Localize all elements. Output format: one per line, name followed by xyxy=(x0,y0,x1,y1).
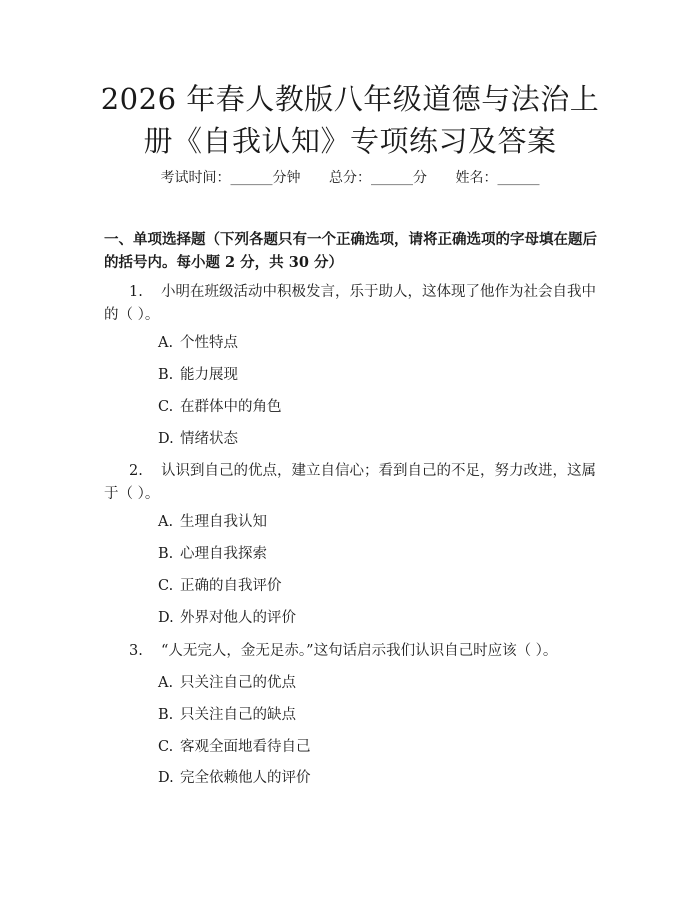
section-heading: 一、单项选择题（下列各题只有一个正确选项，请将正确选项的字母填在题后的括号内。每小题 2 分，共 30 分） xyxy=(104,231,597,271)
exam-meta-line xyxy=(0,168,700,188)
option-letter: D. xyxy=(158,610,174,626)
option-letter: C. xyxy=(158,739,174,755)
question-1-option-d xyxy=(158,429,238,449)
option-letter: B. xyxy=(158,707,174,723)
exam-time-field: 考试时间：______分钟 xyxy=(160,170,301,186)
question-2-option-b xyxy=(158,544,267,564)
option-text: 生理自我认知 xyxy=(180,514,267,530)
option-letter: A. xyxy=(158,675,174,691)
option-text: 在群体中的角色 xyxy=(180,399,282,415)
option-text: 心理自我探索 xyxy=(180,546,267,562)
question-3-option-a xyxy=(158,673,296,693)
option-letter: D. xyxy=(158,431,174,447)
question-2-stem xyxy=(104,460,598,506)
student-name-field: 姓名：______ xyxy=(455,170,540,186)
question-3-stem xyxy=(104,640,598,663)
question-1-option-c xyxy=(158,397,282,417)
option-text: 情绪状态 xyxy=(180,431,238,447)
option-text: 完全依赖他人的评价 xyxy=(180,770,311,786)
option-text: 能力展现 xyxy=(180,367,238,383)
option-letter: D. xyxy=(158,770,174,786)
option-letter: B. xyxy=(158,546,174,562)
question-text: 认识到自己的优点，建立自信心；看到自己的不足，努力改进，这属于（ ）。 xyxy=(104,463,596,502)
option-letter: A. xyxy=(158,514,174,530)
option-text: 正确的自我评价 xyxy=(180,578,282,594)
question-number: 1. xyxy=(129,284,143,300)
option-letter: B. xyxy=(158,367,174,383)
option-text: 只关注自己的优点 xyxy=(180,675,296,691)
option-letter: A. xyxy=(158,335,174,351)
question-1-option-b xyxy=(158,365,238,385)
question-2-option-c xyxy=(158,576,282,596)
question-number: 3. xyxy=(129,643,143,659)
option-text: 外界对他人的评价 xyxy=(180,610,296,626)
option-text: 客观全面地看待自己 xyxy=(180,739,311,755)
option-text: 只关注自己的缺点 xyxy=(180,707,296,723)
option-text: 个性特点 xyxy=(180,335,238,351)
question-2-option-d xyxy=(158,608,296,628)
question-2-option-a xyxy=(158,512,267,532)
question-text: 小明在班级活动中积极发言，乐于助人，这体现了他作为社会自我中的（ ）。 xyxy=(104,284,596,323)
question-text: “人无完人，金无足赤。”这句话启示我们认识自己时应该（ ）。 xyxy=(161,643,558,659)
question-number: 2. xyxy=(129,463,143,479)
option-letter: C. xyxy=(158,578,174,594)
option-letter: C. xyxy=(158,399,174,415)
question-3-option-b xyxy=(158,705,296,725)
question-3-option-d xyxy=(158,768,311,788)
question-1-stem xyxy=(104,281,598,327)
total-score-field: 总分：______分 xyxy=(329,170,427,186)
question-3-option-c xyxy=(158,737,311,757)
document-title: 2026 年春人教版八年级道德与法治上册《自我认知》专项练习及答案 xyxy=(100,82,600,158)
question-1-option-a xyxy=(158,333,238,353)
